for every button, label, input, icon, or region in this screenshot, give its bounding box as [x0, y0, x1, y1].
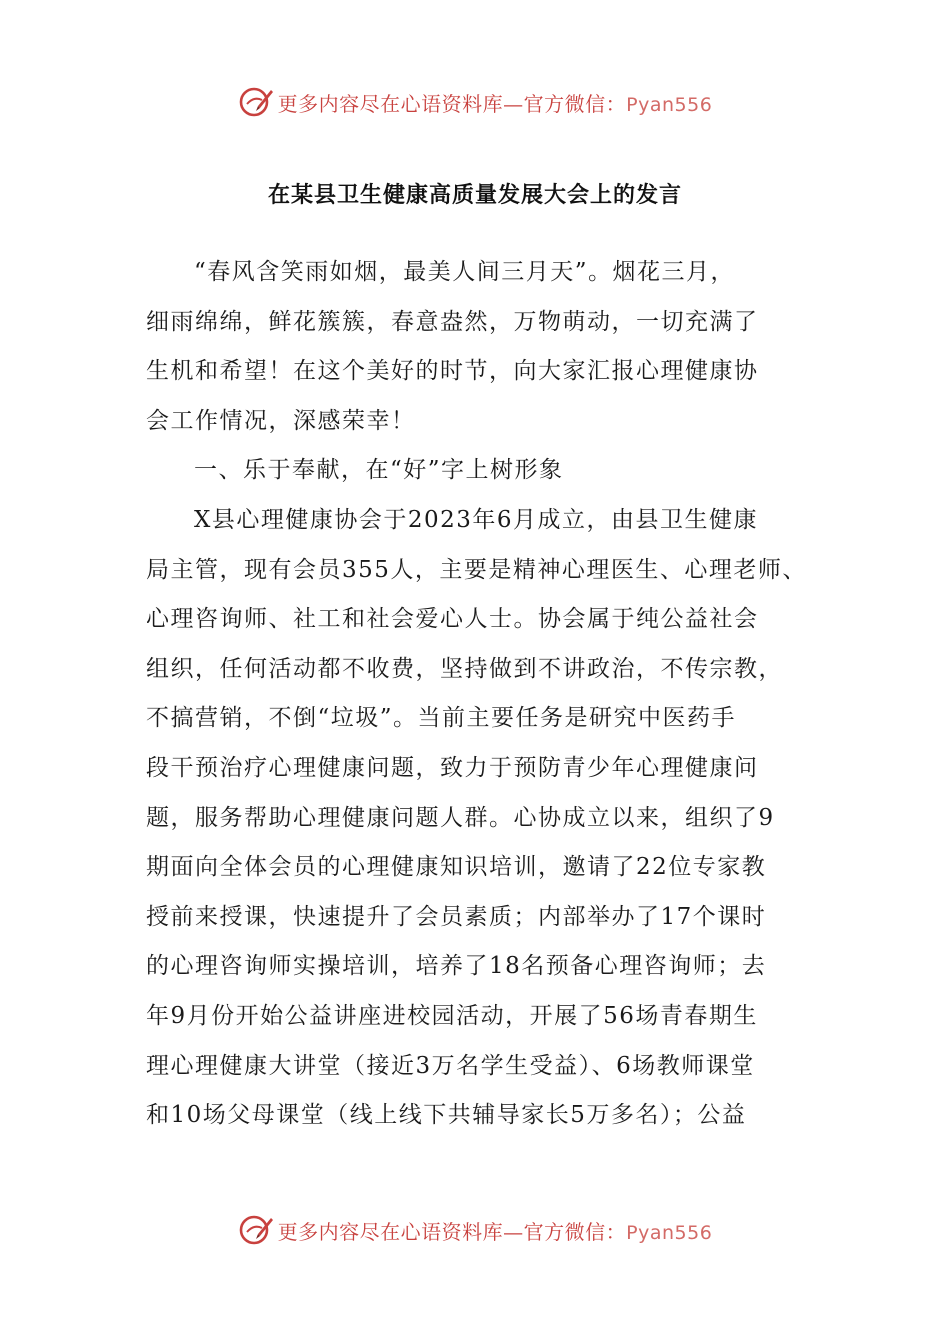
watermark-footer	[0, 1208, 950, 1252]
paragraph-line: 段干预治疗心理健康问题，致力于预防青少年心理健康问	[146, 754, 759, 781]
paragraph-line: 的心理咨询师实操培训，培养了18名预备心理咨询师；去	[146, 953, 767, 980]
watermark-text: 更多内容尽在心语资料库—官方微信：Pyan556	[277, 91, 713, 116]
paragraph-line: 生机和希望！在这个美好的时节，向大家汇报心理健康协	[146, 358, 759, 385]
paragraph-line: 局主管，现有会员355人，主要是精神心理医生、心理老师、	[146, 556, 807, 583]
paragraph-line: 不搞营销，不倒“垃圾”。当前主要任务是研究中医药手	[146, 705, 737, 732]
document-title: 在某县卫生健康高质量发展大会上的发言	[267, 183, 682, 208]
paragraph-line: 期面向全体会员的心理健康知识培训，邀请了22位专家教	[146, 854, 767, 881]
paragraph-line: 组织，任何活动都不收费，坚持做到不讲政治，不传宗教，	[146, 655, 783, 682]
paragraph-line: 心理咨询师、社工和社会爱心人士。协会属于纯公益社会	[146, 606, 759, 633]
pen-logo-icon	[238, 84, 274, 120]
watermark-header	[0, 80, 950, 124]
paragraph-line: “春风含笑雨如烟，最美人间三月天”。烟花三月，	[194, 259, 736, 285]
paragraph-line: 会工作情况，深感荣幸！	[146, 407, 416, 434]
paragraph-line: 授前来授课，快速提升了会员素质；内部举办了17个课时	[146, 903, 767, 930]
paragraph-line: 细雨绵绵，鲜花簇簇，春意盎然，万物萌动，一切充满了	[146, 308, 759, 335]
watermark-wechat-id: Pyan556	[626, 1221, 713, 1244]
watermark-text: 更多内容尽在心语资料库—官方微信：Pyan556	[277, 1219, 713, 1244]
paragraph-line: 年9月份开始公益讲座进校园活动，开展了56场青春期生	[146, 1002, 758, 1029]
paragraph-line: 和10场父母课堂（线上线下共辅导家长5万多名）；公益	[146, 1102, 747, 1129]
document-body	[146, 248, 806, 1141]
watermark-wechat-id: Pyan556	[626, 93, 713, 116]
paragraph-line: X县心理健康协会于2023年6月成立，由县卫生健康	[194, 506, 759, 533]
pen-logo-icon	[238, 1212, 274, 1248]
paragraph-line: 题，服务帮助心理健康问题人群。心协成立以来，组织了9	[146, 804, 775, 831]
paragraph-line: 理心理健康大讲堂（接近3万名学生受益）、6场教师课堂	[146, 1052, 755, 1079]
section-heading: 一、乐于奉献，在“好”字上树形象	[194, 457, 564, 484]
